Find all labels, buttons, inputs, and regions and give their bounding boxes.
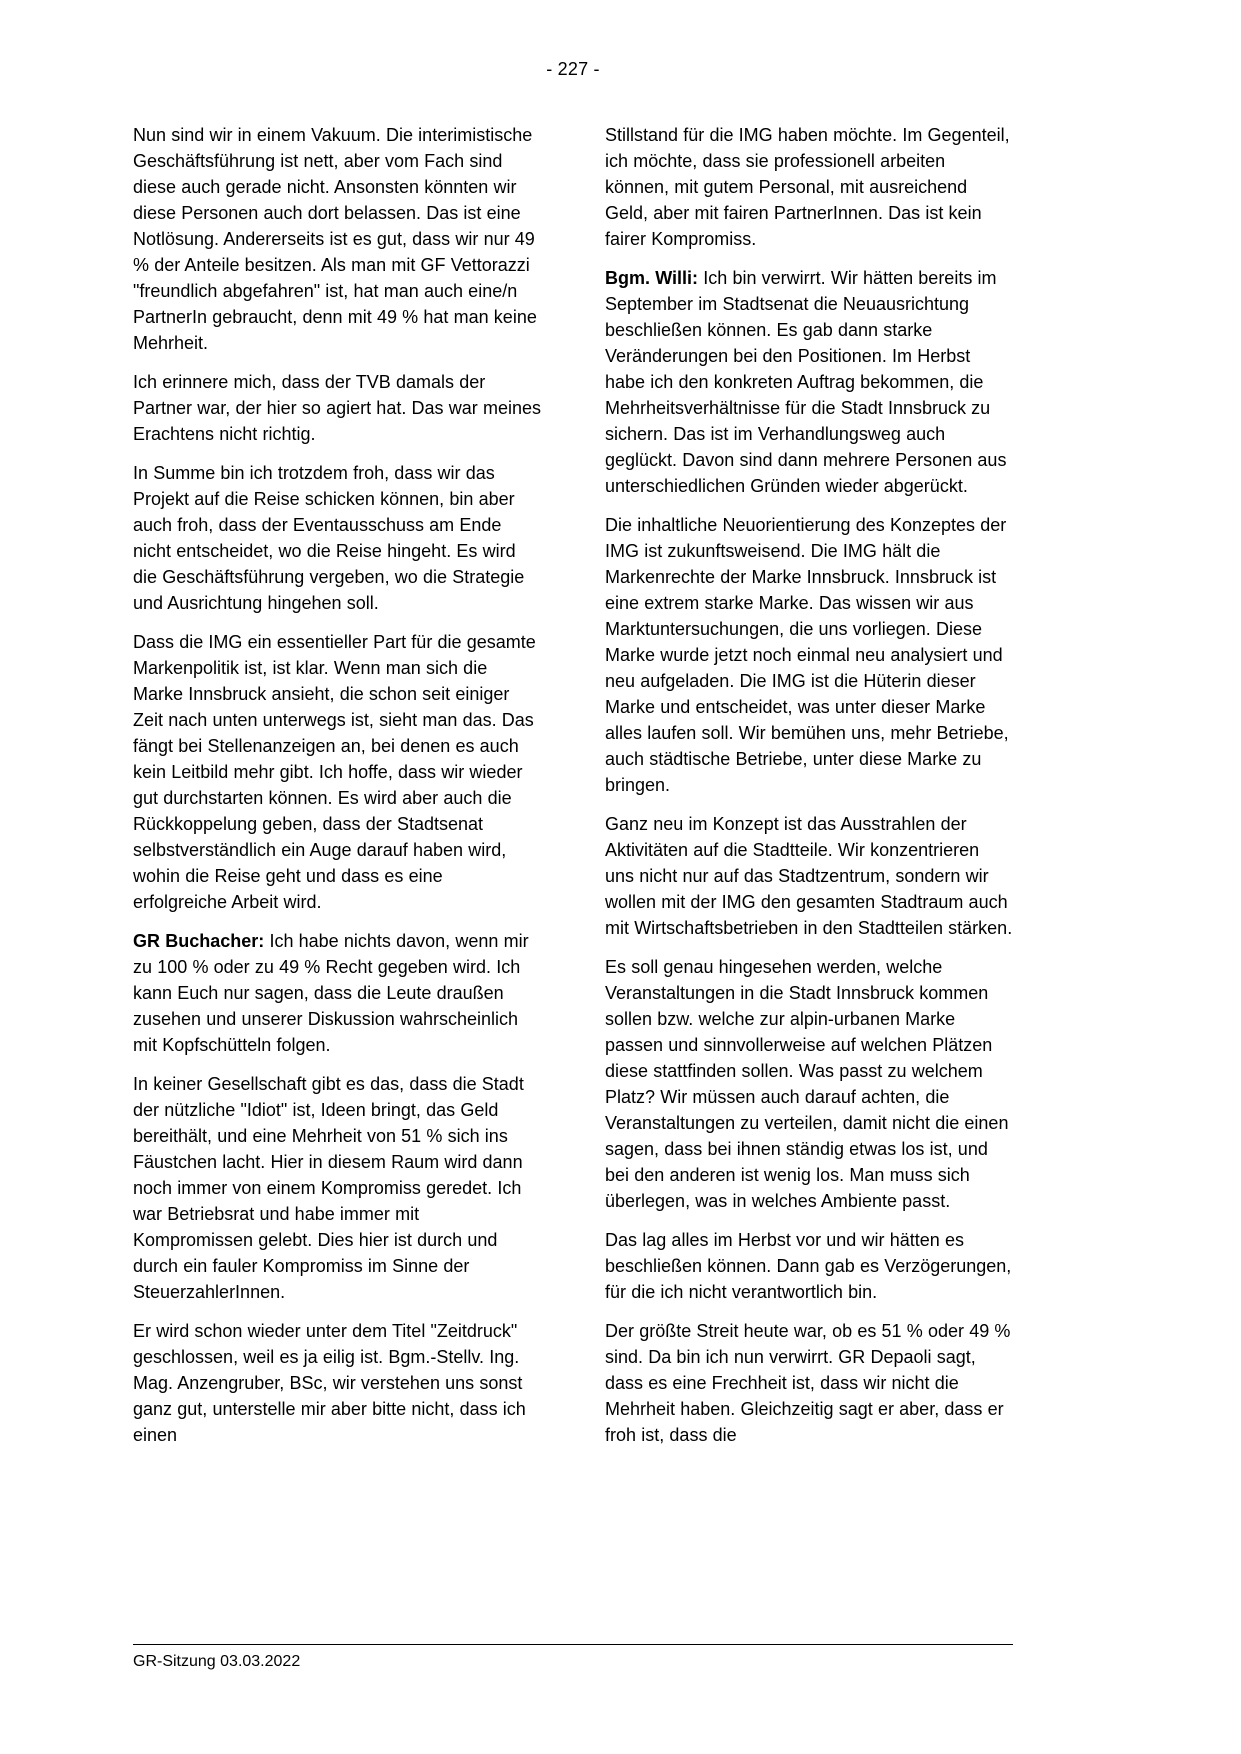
paragraph-text: Ich habe nichts davon, wenn mir zu 100 % oder zu 49 % Recht gegeben wird. Ich kann Euch nur sagen, dass die Leute draußen zusehen und unserer Diskussion wahrscheinlich mit Kopfschütteln folgen. xyxy=(133,931,529,1055)
paragraph xyxy=(133,1318,541,1448)
paragraph-text: Das lag alles im Herbst vor und wir hätten es beschließen können. Dann gab es Verzögerungen, für die ich nicht verantwortlich bin. xyxy=(605,1230,1012,1302)
paragraph xyxy=(133,460,541,616)
paragraph-text: Ich erinnere mich, dass der TVB damals der Partner war, der hier so agiert hat. Das war meines Erachtens nicht richtig. xyxy=(133,372,541,444)
paragraph xyxy=(133,928,541,1058)
paragraph xyxy=(605,265,1013,499)
speaker-name: GR Buchacher: xyxy=(133,931,265,951)
paragraph-text: Die inhaltliche Neuorientierung des Konzeptes der IMG ist zukunftsweisend. Die IMG hält die Markenrechte der Marke Innsbruck. Innsbruck ist eine extrem starke Marke. Das wissen wir aus Marktuntersuchungen, die uns vorliegen. Diese Marke wurde jetzt noch einmal neu analysiert und neu aufgeladen. Die IMG ist die Hüterin dieser Marke und entscheidet, was unter dieser Marke alles laufen soll. Wir bemühen uns, mehr Betriebe, auch städtische Betriebe, unter diese Marke zu bringen. xyxy=(605,515,1009,795)
paragraph xyxy=(605,954,1013,1214)
paragraph xyxy=(605,1227,1013,1305)
paragraph xyxy=(605,512,1013,798)
left-column xyxy=(133,122,541,1461)
paragraph xyxy=(605,1318,1013,1448)
paragraph xyxy=(605,122,1013,252)
right-column xyxy=(605,122,1013,1461)
footer-text: GR-Sitzung 03.03.2022 xyxy=(133,1653,301,1670)
paragraph-text: Dass die IMG ein essentieller Part für die gesamte Markenpolitik ist, ist klar. Wenn man sich die Marke Innsbruck ansieht, die schon seit einiger Zeit nach unten unterwegs ist, sieht man das. Das fängt bei Stellenanzeigen an, bei denen es auch kein Leitbild mehr gibt. Ich hoffe, dass wir wieder gut durchstarten können. Es wird aber auch die Rückkoppelung geben, dass der Stadtsenat selbstverständlich ein Auge darauf haben wird, wohin die Reise geht und dass es eine erfolgreiche Arbeit wird. xyxy=(133,632,536,912)
paragraph xyxy=(133,629,541,915)
page-number: - 227 - xyxy=(546,59,600,79)
paragraph xyxy=(133,369,541,447)
paragraph xyxy=(605,811,1013,941)
paragraph xyxy=(133,1071,541,1305)
paragraph xyxy=(133,122,541,356)
paragraph-text: In Summe bin ich trotzdem froh, dass wir das Projekt auf die Reise schicken können, bin aber auch froh, dass der Eventausschuss am Ende nicht entscheidet, wo die Reise hingeht. Es wird die Geschäftsführung vergeben, wo die Strategie und Ausrichtung hingehen soll. xyxy=(133,463,525,613)
paragraph-text: Ich bin verwirrt. Wir hätten bereits im September im Stadtsenat die Neuausrichtung beschließen können. Es gab dann starke Veränderungen bei den Positionen. Im Herbst habe ich den konkreten Auftrag bekommen, die Mehrheitsverhältnisse für die Stadt Innsbruck zu sichern. Das ist im Verhandlungsweg auch geglückt. Davon sind dann mehrere Personen aus unterschiedlichen Gründen wieder abgerückt. xyxy=(605,268,1007,496)
speaker-name: Bgm. Willi: xyxy=(605,268,699,288)
paragraph-text: Ganz neu im Konzept ist das Ausstrahlen der Aktivitäten auf die Stadtteile. Wir konzentrieren uns nicht nur auf das Stadtzentrum, sondern wir wollen mit der IMG den gesamten Stadtraum auch mit Wirtschaftsbetrieben in den Stadtteilen stärken. xyxy=(605,814,1013,938)
footer-divider-line xyxy=(133,1644,1013,1645)
two-column-text-area xyxy=(133,122,1013,1461)
paragraph-text: In keiner Gesellschaft gibt es das, dass die Stadt der nützliche "Idiot" ist, Ideen bringt, das Geld bereithält, und eine Mehrheit von 51 % sich ins Fäustchen lacht. Hier in diesem Raum wird dann noch immer von einem Kompromiss geredet. Ich war Betriebsrat und habe immer mit Kompromissen gelebt. Dies hier ist durch und durch ein fauler Kompromiss im Sinne der SteuerzahlerInnen. xyxy=(133,1074,524,1302)
paragraph-text: Er wird schon wieder unter dem Titel "Zeitdruck" geschlossen, weil es ja eilig ist. Bgm.-Stellv. Ing. Mag. Anzengruber, BSc, wir verstehen uns sonst ganz gut, unterstelle mir aber bitte nicht, dass ich einen xyxy=(133,1321,526,1445)
paragraph-text: Der größte Streit heute war, ob es 51 % oder 49 % sind. Da bin ich nun verwirrt. GR Depaoli sagt, dass es eine Frechheit ist, dass wir nicht die Mehrheit haben. Gleichzeitig sagt er aber, dass er froh ist, dass die xyxy=(605,1321,1011,1445)
page-footer xyxy=(133,1644,1013,1672)
paragraph-text: Nun sind wir in einem Vakuum. Die interimistische Geschäftsführung ist nett, aber vom Fach sind diese auch gerade nicht. Ansonsten könnten wir diese Personen auch dort belassen. Das ist eine Notlösung. Andererseits ist es gut, dass wir nur 49 % der Anteile besitzen. Als man mit GF Vettorazzi "freundlich abgefahren" ist, hat man auch eine/n PartnerIn gebraucht, denn mit 49 % hat man keine Mehrheit. xyxy=(133,125,537,353)
paragraph-text: Stillstand für die IMG haben möchte. Im Gegenteil, ich möchte, dass sie professionell arbeiten können, mit gutem Personal, mit ausreichend Geld, aber mit fairen PartnerInnen. Das ist kein fairer Kompromiss. xyxy=(605,125,1010,249)
paragraph-text: Es soll genau hingesehen werden, welche Veranstaltungen in die Stadt Innsbruck kommen sollen bzw. welche zur alpin-urbanen Marke passen und sinnvollerweise auf welchen Plätzen diese stattfinden sollen. Was passt zu welchem Platz? Wir müssen auch darauf achten, die Veranstaltungen zu verteilen, damit nicht die einen sagen, dass bei ihnen ständig etwas los ist, und bei den anderen ist wenig los. Man muss sich überlegen, was in welches Ambiente passt. xyxy=(605,957,1009,1211)
